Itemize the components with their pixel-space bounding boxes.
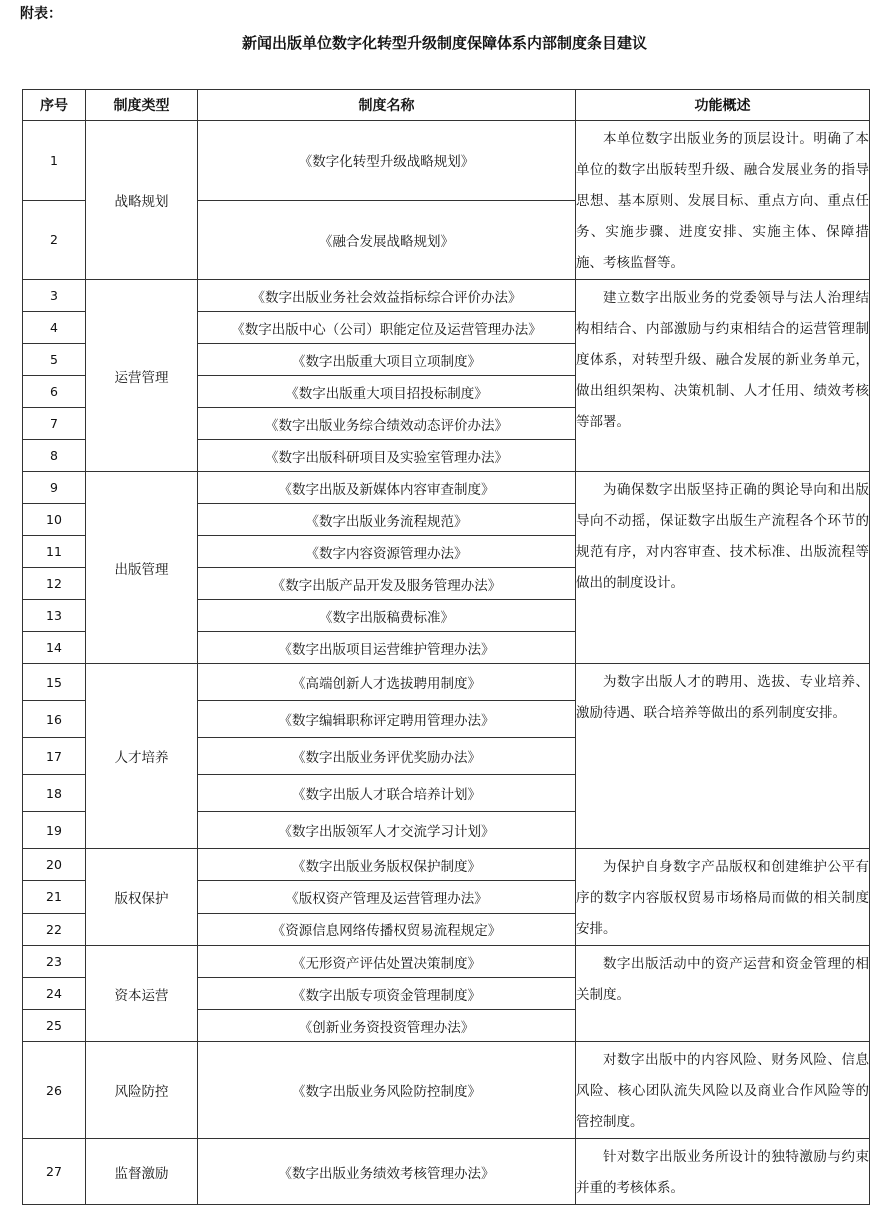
row-policy-name: 《数字出版业务风险防控制度》 [198,1042,576,1139]
table-row [23,1042,870,1139]
row-policy-name: 《数字出版重大项目招投标制度》 [198,376,576,408]
row-serial: 18 [23,775,86,812]
row-function-description: 为数字出版人才的聘用、选拔、专业培养、激励待遇、联合培养等做出的系列制度安排。 [576,664,870,849]
row-serial: 7 [23,408,86,440]
row-serial: 23 [23,946,86,978]
row-function-description: 本单位数字出版业务的顶层设计。明确了本单位的数字出版转型升级、融合发展业务的指导思想、基本原则、发展目标、重点方向、重点任务、实施步骤、进度安排、实施主体、保障措施、考核监督等。 [576,121,870,280]
row-policy-name: 《数字出版人才联合培养计划》 [198,775,576,812]
row-serial: 21 [23,881,86,913]
row-serial: 25 [23,1010,86,1042]
header-function: 功能概述 [576,90,870,121]
row-function-description: 对数字出版中的内容风险、财务风险、信息风险、核心团队流失风险以及商业合作风险等的管控制度。 [576,1042,870,1139]
row-category: 风险防控 [86,1042,198,1139]
table-row [23,280,870,312]
header-category: 制度类型 [86,90,198,121]
row-serial: 12 [23,568,86,600]
row-policy-name: 《数字出版业务绩效考核管理办法》 [198,1139,576,1205]
policy-table [22,89,870,1205]
row-policy-name: 《数字出版业务流程规范》 [198,504,576,536]
row-policy-name: 《数字出版产品开发及服务管理办法》 [198,568,576,600]
row-serial: 11 [23,536,86,568]
table-body [23,121,870,1205]
row-policy-name: 《数字化转型升级战略规划》 [198,121,576,201]
row-category: 资本运营 [86,946,198,1042]
row-serial: 10 [23,504,86,536]
table-row [23,849,870,881]
row-category: 监督激励 [86,1139,198,1205]
row-policy-name: 《数字出版科研项目及实验室管理办法》 [198,440,576,472]
row-serial: 5 [23,344,86,376]
row-serial: 20 [23,849,86,881]
row-serial: 16 [23,701,86,738]
row-category: 人才培养 [86,664,198,849]
document-title: 新闻出版单位数字化转型升级制度保障体系内部制度条目建议 [241,34,647,52]
row-category: 运营管理 [86,280,198,472]
row-function-description: 针对数字出版业务所设计的独特激励与约束并重的考核体系。 [576,1139,870,1205]
row-policy-name: 《数字出版及新媒体内容审查制度》 [198,472,576,504]
row-serial: 1 [23,121,86,201]
row-policy-name: 《融合发展战略规划》 [198,200,576,280]
row-category: 战略规划 [86,121,198,280]
row-serial: 2 [23,200,86,280]
appendix-label: 附表： [20,6,62,22]
table-row [23,946,870,978]
row-serial: 19 [23,812,86,849]
row-serial: 9 [23,472,86,504]
row-serial: 4 [23,312,86,344]
row-function-description: 建立数字出版业务的党委领导与法人治理结构相结合、内部激励与约束相结合的运营管理制度体系，对转型升级、融合发展的新业务单元，做出组织架构、决策机制、人才任用、绩效考核等部署。 [576,280,870,472]
row-policy-name: 《数字出版重大项目立项制度》 [198,344,576,376]
row-policy-name: 《数字出版项目运营维护管理办法》 [198,632,576,664]
row-category: 出版管理 [86,472,198,664]
row-category: 版权保护 [86,849,198,946]
row-serial: 15 [23,664,86,701]
row-policy-name: 《数字出版专项资金管理制度》 [198,978,576,1010]
row-policy-name: 《数字出版领军人才交流学习计划》 [198,812,576,849]
table-row [23,472,870,504]
table-row [23,664,870,701]
row-serial: 24 [23,978,86,1010]
row-function-description: 为保护自身数字产品版权和创建维护公平有序的数字内容版权贸易市场格局而做的相关制度安排。 [576,849,870,946]
table-row [23,121,870,201]
header-policy-name: 制度名称 [198,90,576,121]
row-policy-name: 《数字出版业务社会效益指标综合评价办法》 [198,280,576,312]
row-function-description: 为确保数字出版坚持正确的舆论导向和出版导向不动摇，保证数字出版生产流程各个环节的规范有序，对内容审查、技术标准、出版流程等做出的制度设计。 [576,472,870,664]
row-policy-name: 《数字编辑职称评定聘用管理办法》 [198,701,576,738]
row-serial: 27 [23,1139,86,1205]
table-header-row [23,90,870,121]
row-policy-name: 《数字出版稿费标准》 [198,600,576,632]
row-policy-name: 《高端创新人才选拔聘用制度》 [198,664,576,701]
row-serial: 22 [23,913,86,945]
row-serial: 14 [23,632,86,664]
row-policy-name: 《数字出版业务版权保护制度》 [198,849,576,881]
row-policy-name: 《数字出版业务评优奖励办法》 [198,738,576,775]
header-serial: 序号 [23,90,86,121]
row-policy-name: 《创新业务资投资管理办法》 [198,1010,576,1042]
row-serial: 8 [23,440,86,472]
row-serial: 17 [23,738,86,775]
row-serial: 3 [23,280,86,312]
row-policy-name: 《无形资产评估处置决策制度》 [198,946,576,978]
row-serial: 6 [23,376,86,408]
row-policy-name: 《数字内容资源管理办法》 [198,536,576,568]
row-policy-name: 《数字出版业务综合绩效动态评价办法》 [198,408,576,440]
row-policy-name: 《版权资产管理及运营管理办法》 [198,881,576,913]
row-policy-name: 《资源信息网络传播权贸易流程规定》 [198,913,576,945]
table-row [23,1139,870,1205]
row-function-description: 数字出版活动中的资产运营和资金管理的相关制度。 [576,946,870,1042]
row-serial: 26 [23,1042,86,1139]
row-policy-name: 《数字出版中心（公司）职能定位及运营管理办法》 [198,312,576,344]
row-serial: 13 [23,600,86,632]
